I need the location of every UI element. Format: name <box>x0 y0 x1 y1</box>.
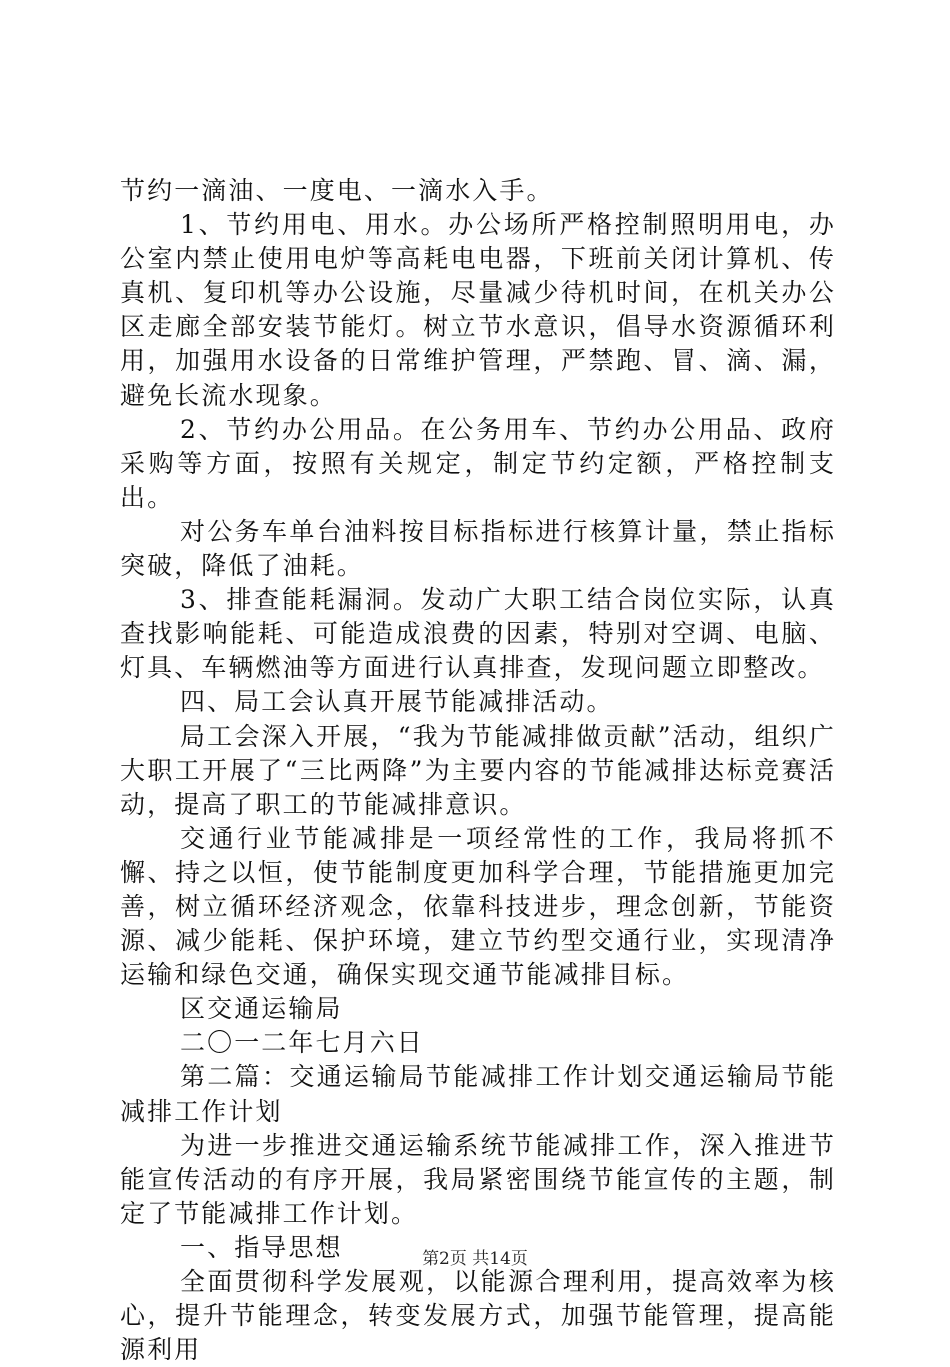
page-number-footer: 第2页 共14页 <box>422 1249 528 1269</box>
section-heading-4: 四、局工会认真开展节能减排活动。 <box>180 687 614 717</box>
paragraph-8: 交通行业节能减排是一项经常性的工作，我局将抓不懈、持之以恒，使节能制度更加科学合理，节能措施更加完善，树立循环经济观念，依靠科技进步，理念创新，节能资源、减少能耗、保护环境，建立节约型交通行业，实现清净运输和绿色交通，确保实现交通节能减排目标。 <box>120 823 836 990</box>
paragraph-14: 全面贯彻科学发展观，以能源合理利用，提高效率为核心，提升节能理念，转变发展方式，加强节能管理，提高能源利用 <box>120 1267 836 1365</box>
paragraph-12: 为进一步推进交通运输系统节能减排工作，深入推进节能宣传活动的有序开展，我局紧密围绕节能宣传的主题，制定了节能减排工作计划。 <box>120 1130 836 1228</box>
signature-organization: 区交通运输局 <box>180 994 343 1024</box>
paragraph-3: 2、节约办公用品。在公务用车、节约办公用品、政府采购等方面，按照有关规定，制定节约定额，严格控制支出。 <box>120 414 836 512</box>
paragraph-5: 3、排查能耗漏洞。发动广大职工结合岗位实际，认真查找影响能耗、可能造成浪费的因素，特别对空调、电脑、灯具、车辆燃油等方面进行认真排查，发现问题立即整改。 <box>120 585 836 683</box>
paragraph-1: 节约一滴油、一度电、一滴水入手。 <box>120 176 554 205</box>
paragraph-2: 1、节约用电、用水。办公场所严格控制照明用电，办公室内禁止使用电炉等高耗电电器，下班前关闭计算机、传真机、复印机等办公设施，尽量减少待机时间，在机关办公区走廊全部安装节能灯。树立节水意识，倡导水资源循环利用，加强用水设备的日常维护管理，严禁跑、冒、滴、漏，避免长流水现象。 <box>120 210 836 410</box>
signature-date: 二〇一二年七月六日 <box>180 1028 424 1058</box>
part-two-title: 第二篇：交通运输局节能减排工作计划交通运输局节能减排工作计划 <box>120 1062 836 1126</box>
paragraph-7: 局工会深入开展，“我为节能减排做贡献”活动，组织广大职工开展了“三比两降”为主要内容的节能减排达标竞赛活动，提高了职工的节能减排意识。 <box>120 721 836 819</box>
section-heading-1: 一、指导思想 <box>180 1232 343 1262</box>
document-body <box>120 174 836 1367</box>
paragraph-4: 对公务车单台油料按目标指标进行核算计量，禁止指标突破，降低了油耗。 <box>120 516 836 581</box>
